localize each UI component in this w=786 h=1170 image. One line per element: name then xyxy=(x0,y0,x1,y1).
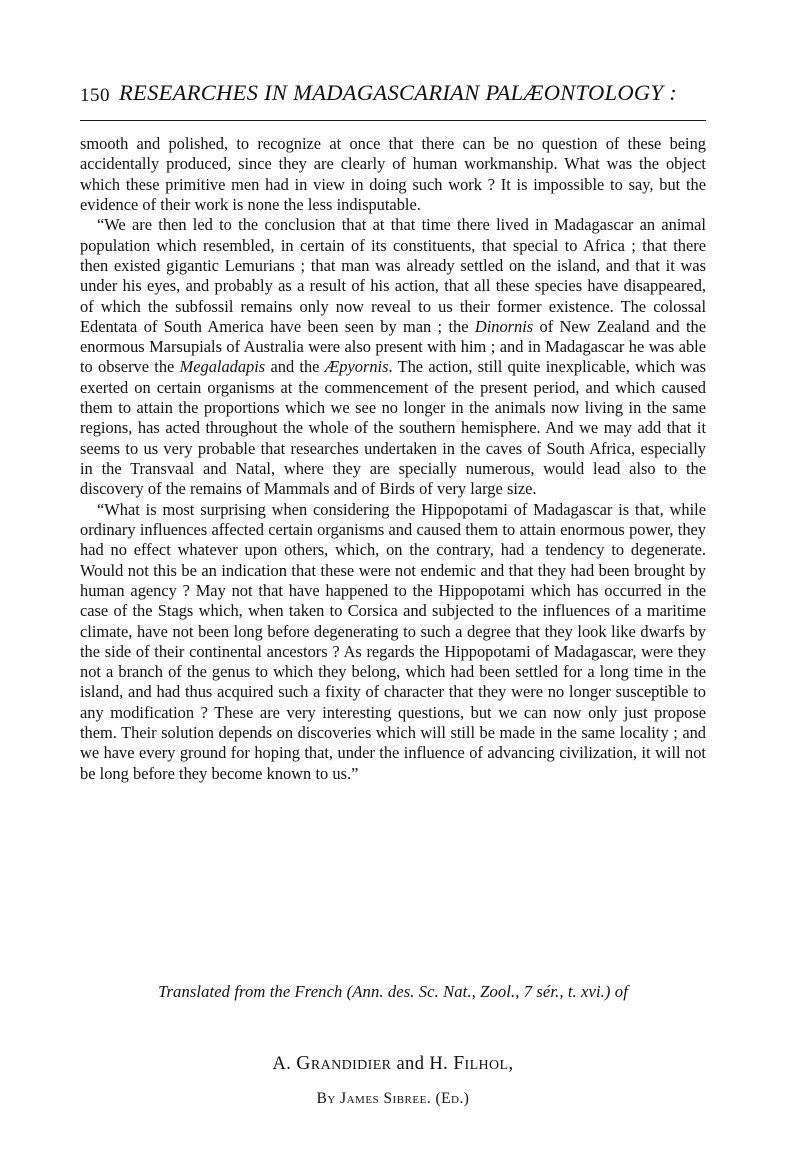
taxon-dinornis: Dinornis xyxy=(474,316,534,336)
author-initial-1: A. xyxy=(272,1054,297,1074)
editor-role: . (Ed.) xyxy=(426,1090,470,1107)
author-initial-2: H. xyxy=(429,1054,454,1074)
paragraph-2-tail: . The action, still quite inexplicable, which was exerted on certain organisms at the commencement of the present period, and which caused them to attain the proportions which we see no longer in the animals now living in the same regions, has acted throughout the whole of the southern hemisphere. And we may add that it seems to us very probable that researches undertaken in the caves of South Africa, especially in the Transvaal and Natal, where they are specially numerous, would lead also to the discovery of the remains of Mammals and of Birds of very large size. xyxy=(80,357,706,499)
body-text-column xyxy=(80,134,706,784)
translation-credit: Translated from the French (Ann. des. Sc. Nat., Zool., 7 sér., t. xvi.) of xyxy=(158,982,628,1001)
page-number: 150 xyxy=(80,85,110,106)
editor-line xyxy=(80,1090,706,1108)
header-rule xyxy=(80,120,706,121)
author-line-comma: , xyxy=(508,1054,514,1074)
author-surname-grandidier: Grandidier xyxy=(296,1053,392,1074)
editor-by-label: By xyxy=(316,1090,341,1107)
paragraph-2-mid-1: of New Zealand and the enormous Marsupials of Australia were also present with him ; and in Madagascar he was able to observe the xyxy=(80,316,706,377)
author-surname-filhol: Filhol xyxy=(453,1053,509,1074)
author-conjunction: and xyxy=(391,1054,430,1074)
paragraph-3: “What is most surprising when considering the Hippopotami of Madagascar is that, while ordinary influences affected certain organisms and caused them to attain enormous power, they had no effect whatever upon others, which, on the contrary, had a tendency to degenerate. Would not this be an indication that these were not endemic and that they had been brought by human agency ? May not that have happened to the Hippopotami which has occurred in the case of the Stags which, when taken to Corsica and subjected to the influences of a maritime climate, have not been long before degenerating to such a degree that they look like dwarfs by the side of their continental ancestors ? As regards the Hippopotami of Madagascar, were they not a branch of the genus to which they belong, which had been settled for a long time in the island, and had thus acquired such a fixity of character that they were no longer susceptible to any modification ? These are very interesting questions, but we can now only just propose them. Their solution depends on discoveries which will still be made in the same locality ; and we have every ground for hoping that, under the influence of advancing civilization, it will not be long before they become known to us.” xyxy=(80,499,706,783)
taxon-aepyornis: Æpyornis xyxy=(324,357,389,377)
taxon-megaladapis: Megaladapis xyxy=(179,357,266,377)
running-head-title: RESEARCHES IN MADAGASCARIAN PALÆONTOLOGY : xyxy=(119,80,678,105)
paragraph-1: smooth and polished, to recognize at once that there can be no question of these being accidentally produced, since they are clearly of human workmanship. What was the object which these primitive men had in view in doing such work ? It is impossible to say, but the evidence of their work is none the less indisputable. xyxy=(80,134,706,214)
editor-name: James Sibree xyxy=(340,1090,427,1107)
author-line xyxy=(80,1053,706,1075)
paragraph-2-lead: “We are then led to the conclusion that at that time there lived in Madagascar an animal population which resembled, in certain of its constituents, that special to Africa ; that there then existed gigantic Lemurians ; that man was already settled on the island, and that it was under his eyes, and probably as a result of his action, that all these species have disappeared, of which the subfossil remains only now reveal to us their former existence. The colossal Edentata of South America have been seen by man ; the xyxy=(80,215,706,336)
running-head xyxy=(80,80,706,110)
paragraph-2 xyxy=(80,215,706,499)
paragraph-2-mid-2: and the xyxy=(265,357,325,377)
